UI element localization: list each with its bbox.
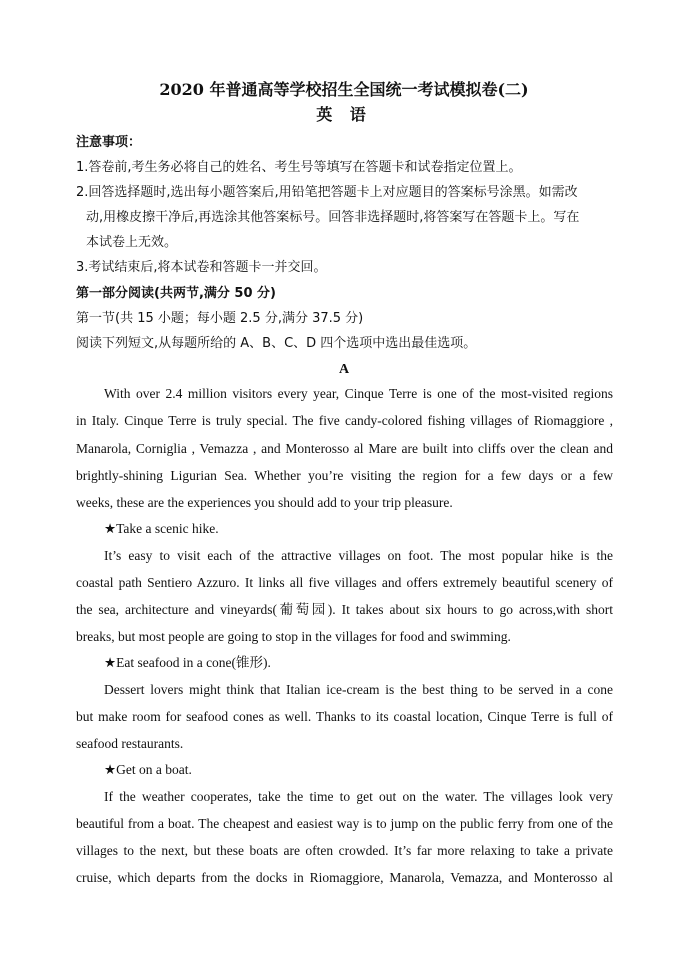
notes-heading: 注意事项： xyxy=(76,135,142,150)
passage-label: A xyxy=(338,362,350,377)
passage-line: cruise, which departs from the docks in Riomaggiore, Manarola, Vemazza, and Monterosso al xyxy=(76,870,613,885)
passage-line: If the weather cooperates, take the time to get out on the water. The villages look very xyxy=(104,789,613,804)
instruction: 阅读下列短文,从每题所给的 A、B、C、D 四个选项中选出最佳选项。 xyxy=(76,336,477,351)
passage-line: coastal path Sentiero Azzuro. It links all five villages and offers extremely beautiful scenery of xyxy=(76,575,613,590)
passage-subheading-boat: ★Get on a boat. xyxy=(104,762,192,777)
exam-title: 2020 年普通高等学校招生全国统一考试模拟卷(二) xyxy=(159,80,529,99)
subject-title: 英 语 xyxy=(316,105,372,124)
notes-item-2-line-2: 动,用橡皮擦干净后,再选涂其他答案标号。回答非选择题时,将答案写在答题卡上。写在 xyxy=(86,210,580,225)
passage-line: Dessert lovers might think that Italian ice-cream is the best thing to be served in a cone xyxy=(104,682,613,697)
passage-line: Manarola, Corniglia , Vemazza , and Monterosso al Mare are built into cliffs over the clean and xyxy=(76,441,613,456)
notes-item-2-line-1: 2.回答选择题时,选出每小题答案后,用铅笔把答题卡上对应题目的答案标号涂黑。如需改 xyxy=(76,185,578,200)
passage-line: brightly-shining Ligurian Sea. Whether you’re visiting the region for a few days or a few xyxy=(76,468,613,483)
passage-line: It’s easy to visit each of the attractive villages on foot. The most popular hike is the xyxy=(104,548,613,563)
passage-line: the sea, architecture and vineyards(葡萄园). It takes about six hours to go across,with short xyxy=(76,602,613,617)
passage-line: breaks, but most people are going to stop in the villages for food and swimming. xyxy=(76,629,511,644)
part-heading: 第一部分阅读(共两节,满分 50 分) xyxy=(76,286,276,301)
passage-line: beautiful from a boat. The cheapest and easiest way is to jump on the public ferry from one of the xyxy=(76,816,613,831)
notes-item-3: 3.考试结束后,将本试卷和答题卡一并交回。 xyxy=(76,260,327,275)
notes-item-2-line-3: 本试卷上无效。 xyxy=(86,235,178,250)
notes-item-1: 1.答卷前,考生务必将自己的姓名、考生号等填写在答题卡和试卷指定位置上。 xyxy=(76,160,522,175)
passage-line: seafood restaurants. xyxy=(76,736,184,751)
passage-line: villages to the next, but these boats are often crowded. It’s far more relaxing to take a private xyxy=(76,843,613,858)
passage-line: With over 2.4 million visitors every year, Cinque Terre is one of the most-visited regions xyxy=(104,386,613,401)
passage-subheading-hike: ★Take a scenic hike. xyxy=(104,521,219,536)
passage-line: weeks, these are the experiences you should add to your trip pleasure. xyxy=(76,495,453,510)
subsection-heading: 第一节(共 15 小题；每小题 2.5 分,满分 37.5 分) xyxy=(76,311,364,326)
passage-line: in Italy. Cinque Terre is truly special. The five candy-colored fishing villages of Riomaggiore , xyxy=(76,413,613,428)
passage-line: but make room for seafood cones as well. Thanks to its coastal location, Cinque Terre is full of xyxy=(76,709,613,724)
passage-subheading-seafood: ★Eat seafood in a cone(锥形). xyxy=(104,655,271,670)
